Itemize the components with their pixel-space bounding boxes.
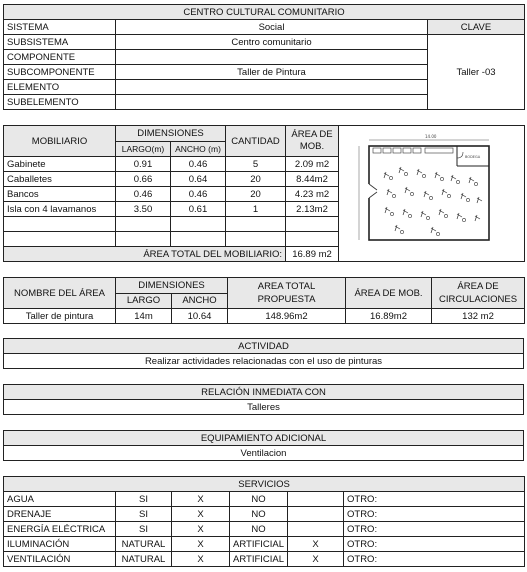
- mob-area: 4.23 m2: [286, 187, 339, 202]
- serv-b: NO: [230, 507, 288, 522]
- mob-name: Isla con 4 lavamanos: [4, 202, 116, 217]
- mob-name: Gabinete: [4, 157, 116, 172]
- serv-a: NATURAL: [116, 552, 172, 567]
- total-label: ÁREA TOTAL DEL MOBILIARIO:: [4, 247, 286, 262]
- table-row: [4, 552, 525, 567]
- serv-b-mark: [288, 507, 344, 522]
- col-area-largo: LARGO: [116, 293, 172, 309]
- col-area-mob: ÁREA DE MOB.: [346, 278, 432, 309]
- row-label-subcomponente: SUBCOMPONENTE: [4, 65, 116, 80]
- total-value: 16.89 m2: [286, 247, 339, 262]
- col-area-dimensiones: DIMENSIONES: [116, 278, 228, 294]
- serv-a-mark: X: [172, 522, 230, 537]
- serv-b-mark: [288, 492, 344, 507]
- header-table: [3, 4, 525, 110]
- mob-cantidad: 20: [226, 187, 286, 202]
- col-mobiliario: MOBILIARIO: [4, 126, 116, 157]
- col-largo: LARGO(m): [116, 142, 171, 157]
- serv-name: AGUA: [4, 492, 116, 507]
- area-nombre: Taller de pintura: [4, 309, 116, 324]
- area-circ: 132 m2: [432, 309, 525, 324]
- clave-label: CLAVE: [428, 20, 525, 35]
- serv-otro: OTRO:: [344, 492, 525, 507]
- serv-a: SI: [116, 522, 172, 537]
- serv-b: NO: [230, 522, 288, 537]
- serv-b-mark: X: [288, 537, 344, 552]
- serv-a: NATURAL: [116, 537, 172, 552]
- mob-largo: 0.46: [116, 187, 171, 202]
- serv-a-mark: X: [172, 492, 230, 507]
- serv-b-mark: X: [288, 552, 344, 567]
- col-nombre-area: NOMBRE DEL ÁREA: [4, 278, 116, 309]
- equipamiento-table: [3, 430, 524, 461]
- mob-name: Bancos: [4, 187, 116, 202]
- equipamiento-value: Ventilacion: [4, 446, 524, 461]
- col-ancho: ANCHO (m): [171, 142, 226, 157]
- serv-a-mark: X: [172, 552, 230, 567]
- equipamiento-title: EQUIPAMIENTO ADICIONAL: [4, 431, 524, 446]
- serv-a-mark: X: [172, 537, 230, 552]
- row-label-elemento: ELEMENTO: [4, 80, 116, 95]
- mob-ancho: 0.46: [171, 157, 226, 172]
- col-area-ancho: ANCHO: [172, 293, 228, 309]
- cabinet-group: [373, 148, 421, 153]
- serv-name: ENERGÍA ELÉCTRICA: [4, 522, 116, 537]
- row-label-sistema: SISTEMA: [4, 20, 116, 35]
- floor-plan-cell: [339, 126, 525, 262]
- area-total: 148.96m2: [228, 309, 346, 324]
- stool-group: [389, 172, 477, 235]
- col-area-total: AREA TOTAL PROPUESTA: [228, 278, 346, 309]
- serv-name: DRENAJE: [4, 507, 116, 522]
- mob-name: Caballetes: [4, 172, 116, 187]
- serv-b-mark: [288, 522, 344, 537]
- serv-b: ARTIFICIAL: [230, 552, 288, 567]
- header-title: CENTRO CULTURAL COMUNITARIO: [4, 5, 525, 20]
- mob-largo: 3.50: [116, 202, 171, 217]
- mob-area: 2.13m2: [286, 202, 339, 217]
- area-mob: 16.89m2: [346, 309, 432, 324]
- serv-name: ILUMINACIÓN: [4, 537, 116, 552]
- clave-value: Taller -03: [428, 35, 525, 110]
- table-row: [4, 492, 525, 507]
- serv-a: SI: [116, 507, 172, 522]
- mob-cantidad: 20: [226, 172, 286, 187]
- row-value-sistema: Social: [116, 20, 428, 35]
- mob-ancho: 0.64: [171, 172, 226, 187]
- col-dimensiones: DIMENSIONES: [116, 126, 226, 142]
- servicios-table: [3, 476, 525, 567]
- relacion-table: [3, 384, 524, 415]
- row-label-subelemento: SUBELEMENTO: [4, 95, 116, 110]
- row-value-subcomponente: Taller de Pintura: [116, 65, 428, 80]
- svg-text:BODEGA: BODEGA: [465, 154, 481, 159]
- serv-b: NO: [230, 492, 288, 507]
- svg-text:14.00: 14.00: [425, 133, 437, 139]
- row-value-subelemento: [116, 95, 428, 110]
- table-row: [4, 537, 525, 552]
- row-value-elemento: [116, 80, 428, 95]
- col-cantidad: CANTIDAD: [226, 126, 286, 157]
- actividad-value: Realizar actividades relacionadas con el uso de pinturas: [4, 354, 524, 369]
- mob-ancho: 0.46: [171, 187, 226, 202]
- mob-ancho: 0.61: [171, 202, 226, 217]
- table-row: [4, 507, 525, 522]
- area-table: [3, 277, 525, 324]
- col-area-circ: ÁREA DE CIRCULACIONES: [432, 278, 525, 309]
- mob-area: 8.44m2: [286, 172, 339, 187]
- serv-a: SI: [116, 492, 172, 507]
- serv-a-mark: X: [172, 507, 230, 522]
- table-row: [4, 522, 525, 537]
- row-value-subsistema: Centro comunitario: [116, 35, 428, 50]
- serv-otro: OTRO:: [344, 537, 525, 552]
- relacion-title: RELACIÓN INMEDIATA CON: [4, 385, 524, 400]
- table-row: [4, 309, 525, 324]
- area-largo: 14m: [116, 309, 172, 324]
- mob-largo: 0.66: [116, 172, 171, 187]
- mobiliario-table: [3, 125, 525, 262]
- actividad-title: ACTIVIDAD: [4, 339, 524, 354]
- relacion-value: Talleres: [4, 400, 524, 415]
- actividad-table: [3, 338, 524, 369]
- row-label-subsistema: SUBSISTEMA: [4, 35, 116, 50]
- servicios-title: SERVICIOS: [4, 477, 525, 492]
- mob-largo: 0.91: [116, 157, 171, 172]
- area-ancho: 10.64: [172, 309, 228, 324]
- mob-cantidad: 1: [226, 202, 286, 217]
- row-value-componente: [116, 50, 428, 65]
- mob-area: 2.09 m2: [286, 157, 339, 172]
- serv-otro: OTRO:: [344, 522, 525, 537]
- floor-plan-drawing: [339, 128, 525, 260]
- col-area-mob: ÁREA DE MOB.: [286, 126, 339, 157]
- serv-otro: OTRO:: [344, 507, 525, 522]
- row-label-componente: COMPONENTE: [4, 50, 116, 65]
- mob-cantidad: 5: [226, 157, 286, 172]
- serv-b: ARTIFICIAL: [230, 537, 288, 552]
- serv-name: VENTILACIÓN: [4, 552, 116, 567]
- serv-otro: OTRO:: [344, 552, 525, 567]
